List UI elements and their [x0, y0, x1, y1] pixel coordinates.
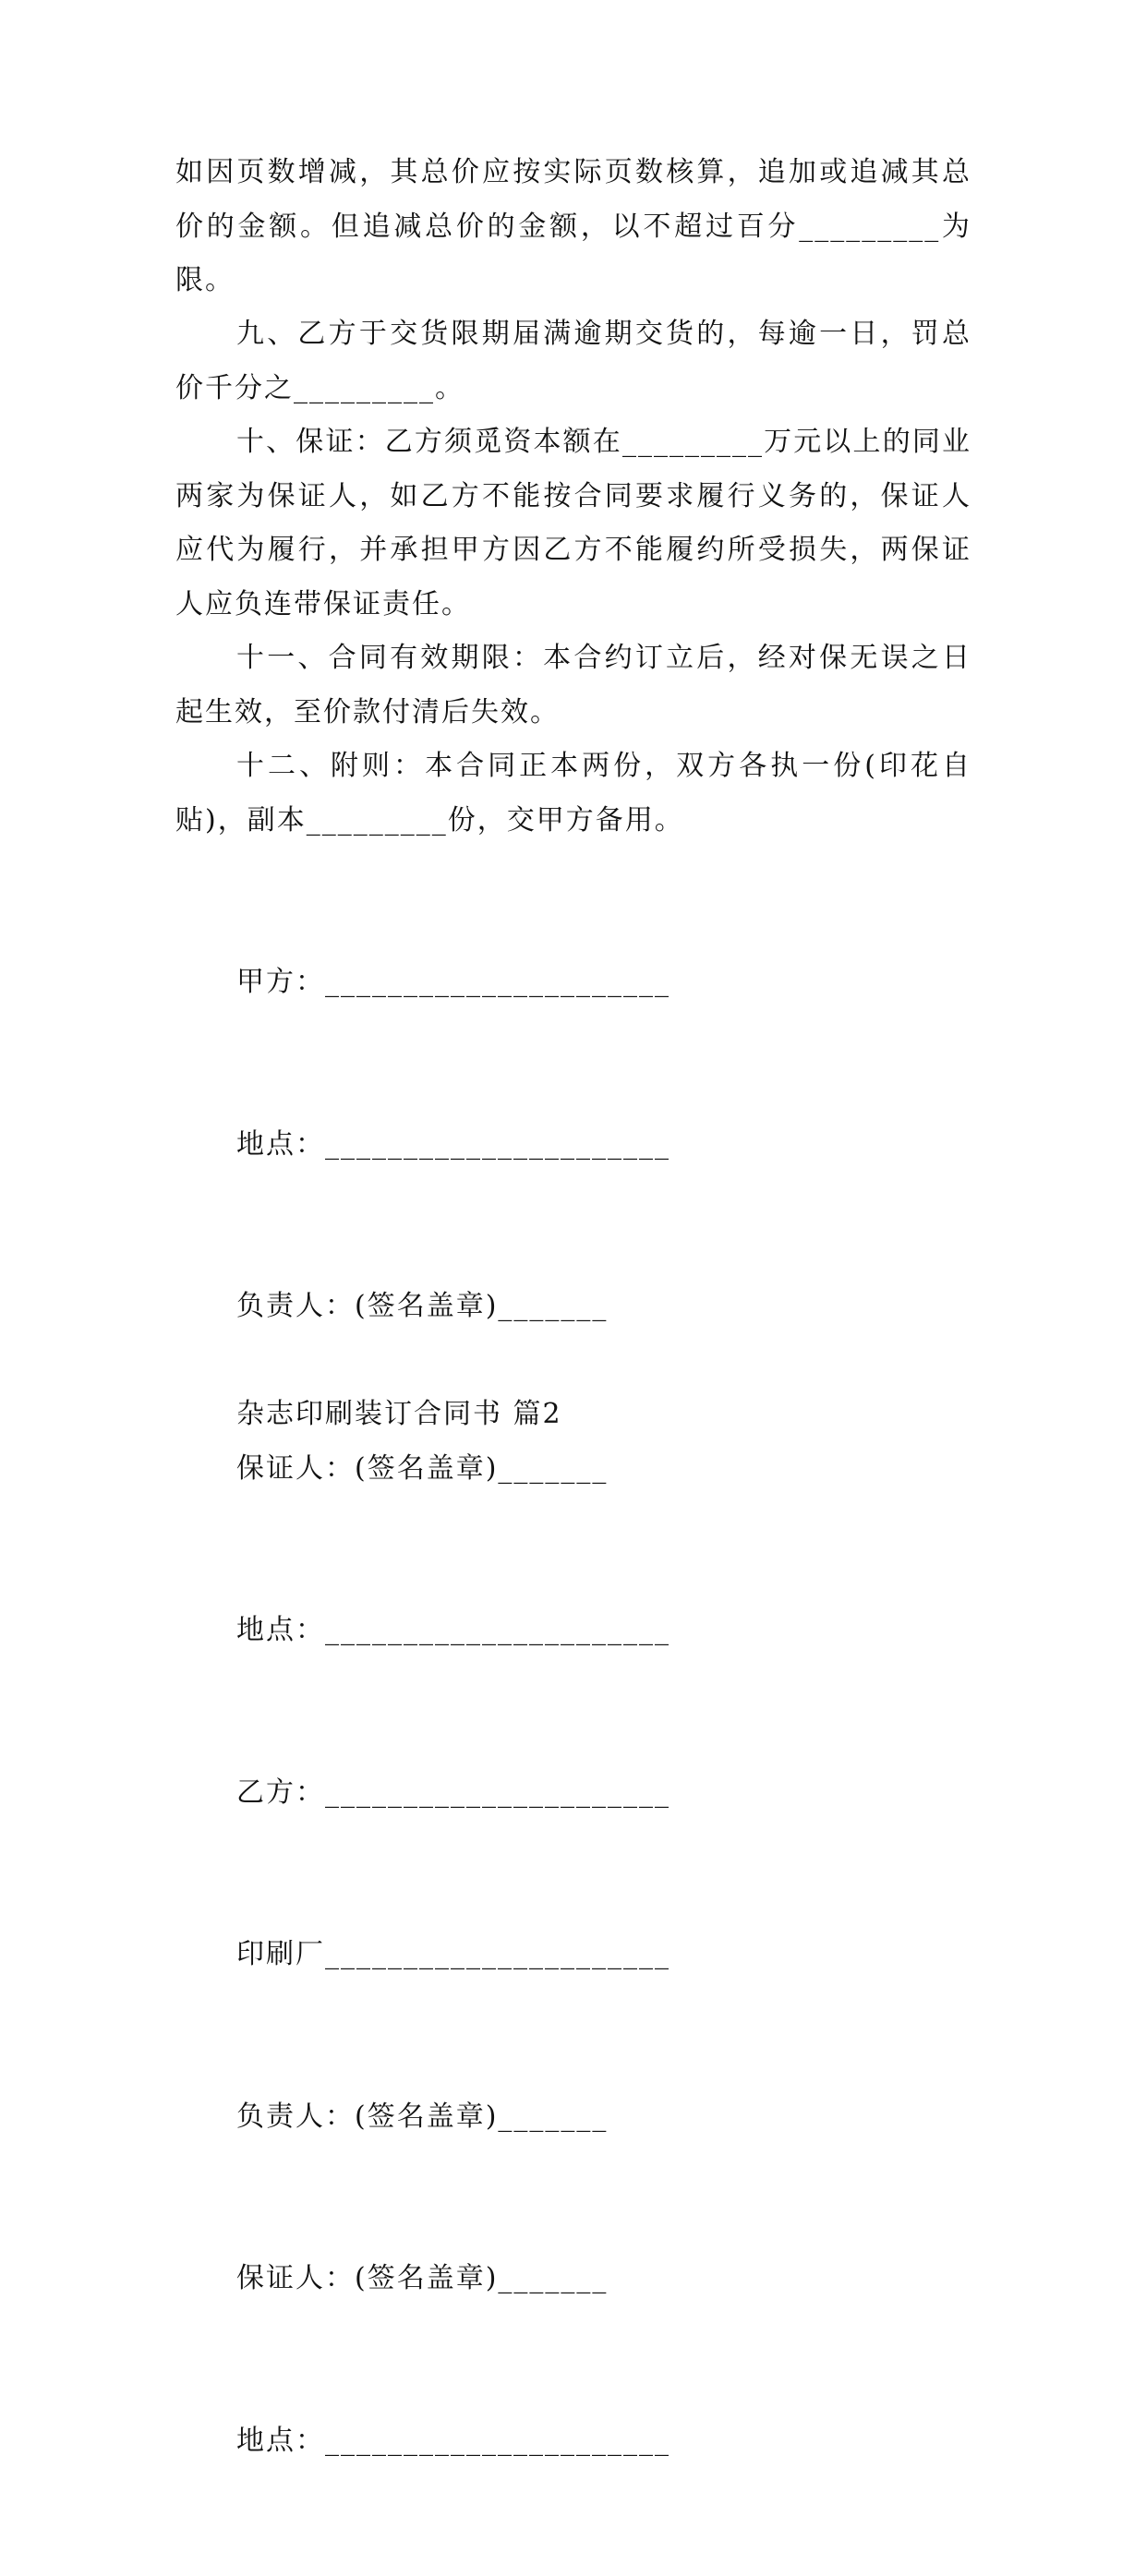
signature-line-party-b-location: 地点：______________________	[236, 2424, 670, 2457]
paragraph-clause-nine: 九、乙方于交货限期届满逾期交货的，每逾一日，罚总价千分之_________。	[175, 318, 971, 404]
paragraph-clause-eleven: 十一、合同有效期限：本合约订立后，经对保无误之日起生效，至价款付清后失效。	[175, 642, 971, 728]
signature-line-guarantor-location: 地点：______________________	[236, 1614, 670, 1646]
signature-line-party-b-representative: 负责人：(签名盖章)_______	[236, 2100, 609, 2133]
signature-line-party-a-representative: 负责人：(签名盖章)_______	[236, 1290, 609, 1322]
signature-line-party-b-guarantor: 保证人：(签名盖章)_______	[236, 2262, 609, 2294]
signature-line-party-a-location: 地点：______________________	[236, 1127, 670, 1161]
signature-line-party-b: 乙方：______________________	[236, 1776, 670, 1809]
signature-line-party-a-guarantor: 保证人：(签名盖章)_______	[236, 1451, 609, 1485]
next-section-heading: 杂志印刷装订合同书 篇2	[236, 1398, 562, 1430]
paragraph-clause-twelve: 十二、附则：本合同正本两份，双方各执一份(印花自贴)，副本_________份，交甲方备用。	[175, 750, 971, 837]
signature-block	[236, 848, 938, 2576]
paragraph-price-adjustment: 如因页数增减，其总价应按实际页数核算，追加或追减其总价的金额。但追减总价的金额，以不超过百分_________为限。	[175, 156, 971, 296]
signature-line-printing-factory: 印刷厂______________________	[236, 1938, 670, 1970]
paragraph-clause-ten: 十、保证：乙方须觅资本额在_________万元以上的同业两家为保证人，如乙方不能按合同要求履行义务的，保证人应代为履行，并承担甲方因乙方不能履约所受损失，两保证人应负连带保证责任。	[175, 426, 971, 620]
signature-line-party-a: 甲方：______________________	[236, 966, 670, 998]
